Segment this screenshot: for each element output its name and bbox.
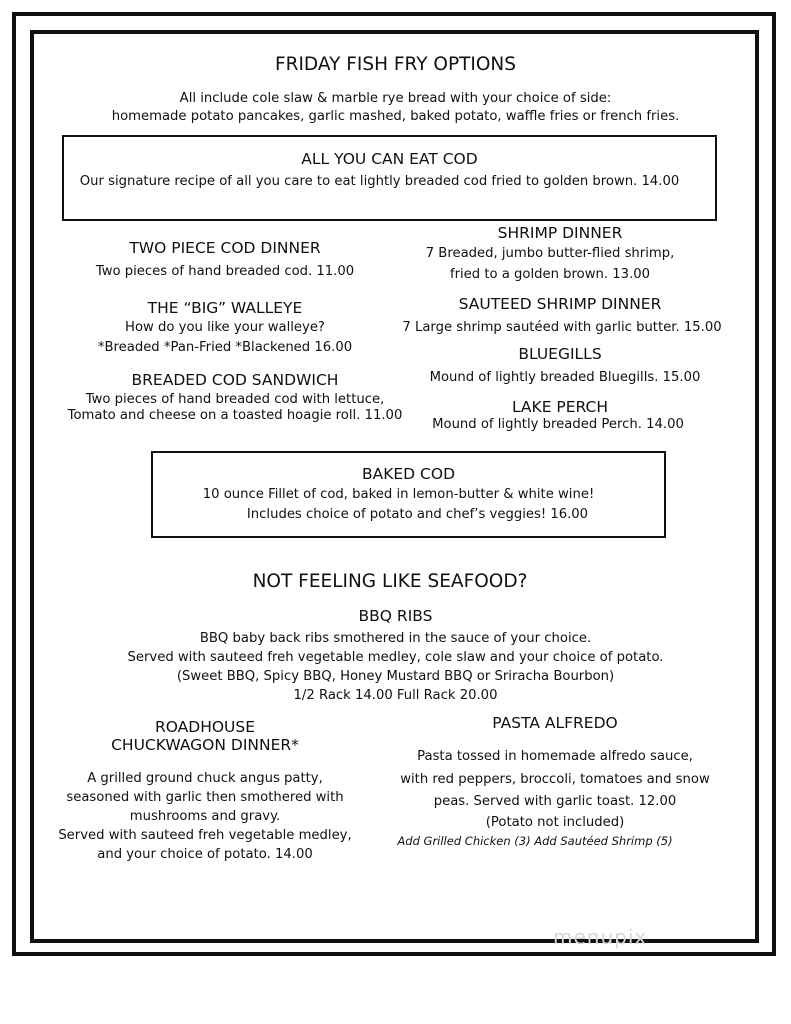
lake-perch-desc: Mound of lightly breaded Perch. 14.00 — [432, 417, 684, 432]
shrimp-dinner-line-1: 7 Breaded, jumbo butter-flied shrimp, — [425, 246, 675, 261]
roadhouse-line-3: mushrooms and gravy. — [129, 809, 281, 824]
menu-title: FRIDAY FISH FRY OPTIONS — [274, 54, 516, 75]
walleye-title: THE “BIG” WALLEYE — [147, 299, 303, 317]
sauteed-shrimp-title: SAUTEED SHRIMP DINNER — [458, 295, 662, 313]
cod-sandwich-line-2: Tomato and cheese on a toasted hoagie roll. 11.00 — [67, 408, 403, 423]
bbq-ribs-title: BBQ RIBS — [358, 607, 433, 625]
bluegills-title: BLUEGILLS — [518, 345, 602, 363]
pasta-alfredo-line-2: with red peppers, broccoli, tomatoes and snow — [400, 772, 710, 787]
watermark-logo: menupix — [553, 925, 648, 949]
bluegills-desc: Mound of lightly breaded Bluegills. 15.00 — [429, 370, 701, 385]
shrimp-dinner-title: SHRIMP DINNER — [497, 224, 623, 242]
shrimp-dinner-line-2: fried to a golden brown. 13.00 — [449, 267, 651, 282]
pasta-alfredo-addons: Add Grilled Chicken (3) Add Sautéed Shrimp (5) — [397, 834, 673, 848]
bbq-line-3: (Sweet BBQ, Spicy BBQ, Honey Mustard BBQ or Sriracha Bourbon) — [176, 669, 615, 684]
roadhouse-line-2: seasoned with garlic then smothered with — [66, 790, 344, 805]
all-you-can-eat-desc: Our signature recipe of all you care to eat lightly breaded cod fried to golden brown. 14.00 — [79, 174, 680, 189]
header-line-1: All include cole slaw & marble rye bread with your choice of side: — [179, 91, 612, 106]
roadhouse-title-1: ROADHOUSE — [154, 718, 256, 736]
pasta-alfredo-line-4: (Potato not included) — [485, 815, 625, 830]
roadhouse-title-2: CHUCKWAGON DINNER* — [111, 736, 299, 754]
roadhouse-line-4: Served with sauteed freh vegetable medley, — [58, 828, 352, 843]
two-piece-cod-desc: Two pieces of hand breaded cod. 11.00 — [95, 264, 355, 279]
pasta-alfredo-title: PASTA ALFREDO — [492, 714, 618, 732]
walleye-line-2: *Breaded *Pan-Fried *Blackened 16.00 — [97, 340, 353, 355]
sauteed-shrimp-desc: 7 Large shrimp sautéed with garlic butter. 15.00 — [402, 320, 722, 335]
bbq-line-1: BBQ baby back ribs smothered in the sauce of your choice. — [199, 631, 592, 646]
bbq-line-4: 1/2 Rack 14.00 Full Rack 20.00 — [293, 688, 498, 703]
baked-cod-title: BAKED COD — [361, 465, 455, 483]
cod-sandwich-title: BREADED COD SANDWICH — [131, 371, 339, 389]
roadhouse-line-5: and your choice of potato. 14.00 — [97, 847, 313, 862]
bbq-line-2: Served with sauteed freh vegetable medley, cole slaw and your choice of potato. — [127, 650, 664, 665]
two-piece-cod-title: TWO PIECE COD DINNER — [129, 239, 321, 257]
cod-sandwich-line-1: Two pieces of hand breaded cod with lettuce, — [85, 392, 385, 407]
all-you-can-eat-title: ALL YOU CAN EAT COD — [301, 150, 478, 168]
baked-cod-line-1: 10 ounce Fillet of cod, baked in lemon-butter & white wine! — [202, 487, 595, 502]
lake-perch-title: LAKE PERCH — [511, 398, 609, 416]
roadhouse-line-1: A grilled ground chuck angus patty, — [87, 771, 323, 786]
baked-cod-line-2: Includes choice of potato and chef’s veggies! 16.00 — [246, 507, 589, 522]
not-seafood-title: NOT FEELING LIKE SEAFOOD? — [252, 571, 528, 592]
pasta-alfredo-line-1: Pasta tossed in homemade alfredo sauce, — [417, 749, 693, 764]
pasta-alfredo-line-3: peas. Served with garlic toast. 12.00 — [433, 794, 677, 809]
header-line-2: homemade potato pancakes, garlic mashed, baked potato, waffle fries or french fries. — [111, 109, 680, 124]
walleye-line-1: How do you like your walleye? — [125, 320, 325, 335]
